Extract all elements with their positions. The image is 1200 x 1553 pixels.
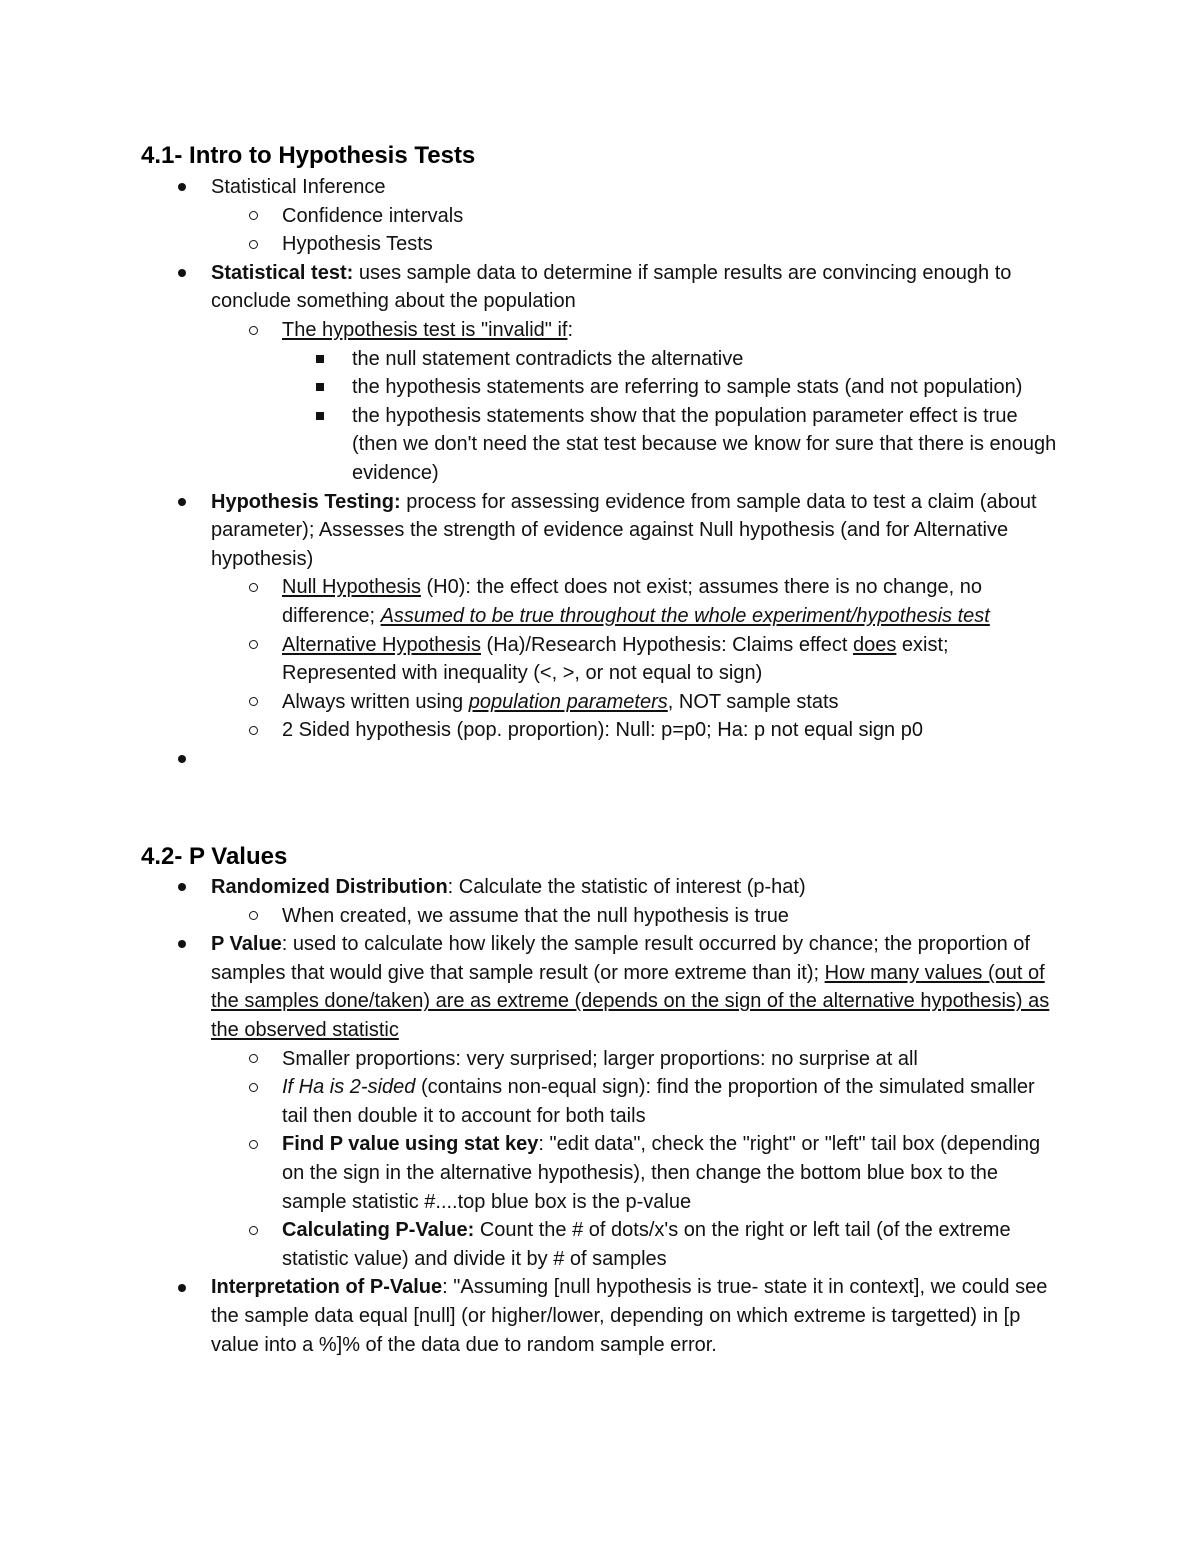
list-item-invalid-2 — [352, 373, 1062, 402]
hollow-bullet-icon — [249, 902, 258, 931]
item-text: 2 Sided hypothesis (pop. proportion): Null: p=p0; Ha: p not equal sign p0 — [282, 719, 923, 742]
term-label: Hypothesis Testing: — [211, 490, 401, 513]
item-text: When created, we assume that the null hypothesis is true — [282, 904, 789, 927]
list-item-randomized-distribution — [211, 873, 1061, 902]
term-label: Statistical test: — [211, 261, 354, 284]
hollow-bullet-icon — [249, 716, 258, 745]
term-label: Alternative Hypothesis — [282, 633, 481, 656]
hollow-bullet-icon — [249, 1130, 258, 1159]
list-item-hypothesis-tests — [282, 230, 1062, 259]
bullet-icon — [178, 930, 186, 959]
bullet-icon — [178, 259, 186, 288]
list-item-statistical-test — [211, 259, 1061, 316]
item-text: (Ha)/Research Hypothesis: Claims effect — [480, 633, 853, 656]
term-label: Interpretation of P-Value — [211, 1276, 443, 1299]
bullet-icon — [178, 873, 186, 902]
list-item-interpretation — [211, 1273, 1061, 1359]
item-text: Smaller proportions: very surprised; larger proportions: no surprise at all — [282, 1047, 918, 1070]
list-item-invalid-heading — [282, 316, 1062, 345]
square-bullet-icon — [316, 373, 324, 402]
hollow-bullet-icon — [249, 573, 258, 602]
emphasized-text: population parameters — [468, 690, 668, 713]
section-heading-4-2: 4.2- P Values — [141, 843, 288, 870]
hollow-bullet-icon — [249, 230, 258, 259]
list-item-smaller-proportions — [282, 1045, 1062, 1074]
term-label: Randomized Distribution — [211, 876, 448, 898]
hollow-bullet-icon — [249, 1073, 258, 1102]
item-text: uses sample data to determine if sample results are convincing enough to conclude something about the population — [211, 261, 1012, 313]
hollow-bullet-icon — [249, 316, 258, 345]
hollow-bullet-icon — [249, 631, 258, 660]
item-text: : Calculate the statistic of interest (p-hat) — [447, 876, 806, 898]
item-text: exist; Represented with inequality (<, >, or not equal to sign) — [282, 633, 949, 685]
underlined-text: does — [852, 633, 897, 656]
hollow-bullet-icon — [249, 688, 258, 717]
list-item-two-sided-tail — [282, 1073, 1062, 1130]
section-4-2-list — [0, 873, 1200, 1359]
term-label: P Value — [211, 933, 282, 956]
item-text: Hypothesis Tests — [282, 233, 433, 256]
list-item-find-p-value — [282, 1130, 1062, 1216]
underlined-text: How many values (out of the samples done/taken) are as extreme (depends on the sign of the alternative hypothesis) as the observed statistic — [211, 961, 1050, 1041]
emphasized-text: Assumed to be true throughout the whole experiment/hypothesis test — [380, 604, 990, 627]
square-bullet-icon — [316, 402, 324, 431]
hollow-bullet-icon — [249, 202, 258, 231]
italic-text: If Ha is 2-sided — [282, 1076, 416, 1099]
item-text: : "edit data", check the "right" or "left" tail box (depending on the sign in the alternative hypothesis), then change the bottom blue box to the sample statistic #....top blue box is the p-value — [282, 1133, 1041, 1213]
list-item-alternative-hypothesis — [282, 631, 1062, 688]
list-item-calculating-p-value — [282, 1216, 1062, 1273]
list-item-always-written — [282, 688, 1062, 717]
square-bullet-icon — [316, 345, 324, 374]
term-label: Calculating P-Value: — [282, 1219, 475, 1242]
hollow-bullet-icon — [249, 1045, 258, 1074]
list-item-empty — [211, 745, 1061, 774]
list-item-p-value — [211, 930, 1061, 1044]
item-text: : used to calculate how likely the sample result occurred by chance; the proportion of samples that would give that sample result (or more extreme than it); — [211, 933, 1030, 984]
list-item-when-created — [282, 902, 1062, 931]
item-text: (contains non-equal sign): find the proportion of the simulated smaller tail then double it to account for both tails — [282, 1076, 1035, 1127]
item-text: the null statement contradicts the alternative — [352, 347, 744, 370]
item-text: Statistical Inference — [211, 176, 386, 198]
term-label: Find P value using stat key — [282, 1133, 539, 1156]
item-text: Confidence intervals — [282, 204, 464, 227]
list-item-invalid-1 — [352, 345, 1062, 374]
item-text: (H0): the effect does not exist; assumes there is no change, no difference; — [282, 576, 983, 627]
item-text: : "Assuming [null hypothesis is true- state it in context], we could see the sample data equal [null] (or higher/lower, depending on which extreme is targetted) in [p value into a %]% of the data due to random sample error. — [211, 1276, 1048, 1356]
section-4-1-list — [0, 173, 1200, 773]
hollow-bullet-icon — [249, 1216, 258, 1245]
list-item-hypothesis-testing — [211, 488, 1061, 574]
bullet-icon — [178, 1273, 186, 1302]
item-text: Count the # of dots/x's on the right or left tail (of the extreme statistic value) and divide it by # of samples — [282, 1219, 1011, 1270]
list-item-confidence-intervals — [282, 202, 1062, 231]
item-text: : — [567, 318, 574, 341]
bullet-icon — [178, 488, 186, 517]
term-label: Null Hypothesis — [282, 576, 421, 599]
section-heading-4-1: 4.1- Intro to Hypothesis Tests — [141, 142, 476, 169]
list-item-invalid-3 — [352, 402, 1062, 488]
item-text: the hypothesis statements show that the population parameter effect is true (then we don't need the stat test because we know for sure that there is enough evidence) — [352, 404, 1057, 484]
list-item-two-sided — [282, 716, 1062, 745]
item-text: process for assessing evidence from sample data to test a claim (about parameter); Assesses the strength of evidence against Null hypothesis (and for Alternative hypothesis) — [211, 490, 1037, 570]
bullet-icon — [178, 173, 186, 202]
item-text: the hypothesis statements are referring to sample stats (and not population) — [352, 376, 1023, 399]
list-item-statistical-inference — [211, 173, 1061, 202]
item-text: Always written using — [282, 690, 469, 713]
item-text: , NOT sample stats — [667, 690, 839, 713]
list-item-null-hypothesis — [282, 573, 1062, 630]
underlined-text: The hypothesis test is "invalid" if — [282, 318, 568, 341]
bullet-icon — [178, 745, 186, 774]
